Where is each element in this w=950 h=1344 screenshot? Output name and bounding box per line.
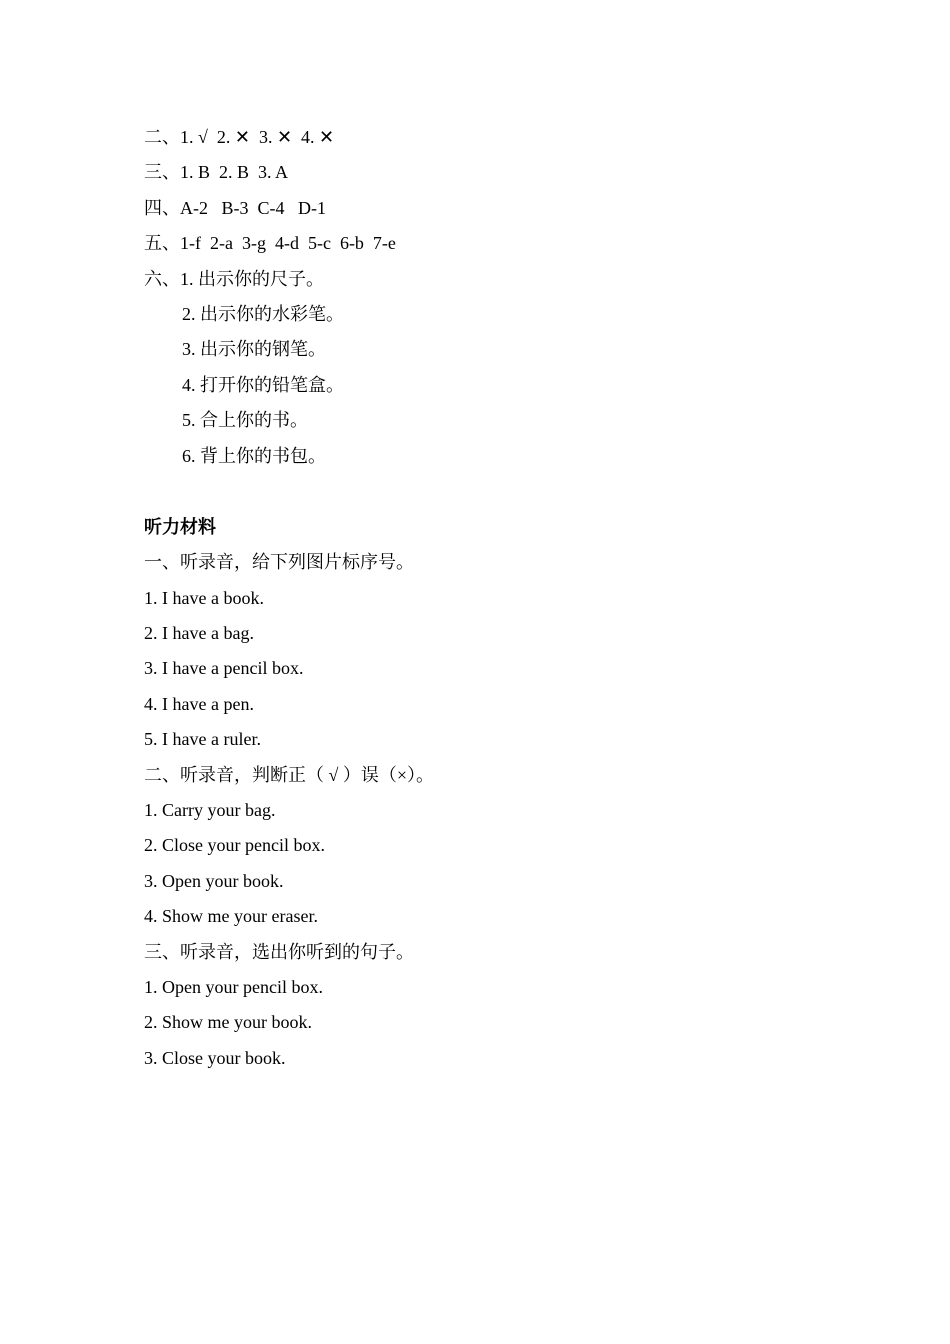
listening-line: 二、听录音，判断正（ √ ）误（×）。 [144,764,435,785]
answer-line: 4. 打开你的铅笔盒。 [182,374,344,395]
listening-section [144,510,844,1076]
answer-line: 四、A-2 B-3 C-4 D-1 [144,197,326,218]
listening-line: 2. Show me your book. [144,1012,312,1033]
listening-line: 1. I have a book. [144,587,264,608]
answer-line: 三、1. B 2. B 3. A [144,162,289,183]
answer-line: 二、1. √ 2. ✕ 3. ✕ 4. ✕ [144,127,335,147]
answer-key [144,120,844,474]
listening-line: 三、听录音，选出你听到的句子。 [144,941,414,962]
answer-line: 2. 出示你的水彩笔。 [182,303,344,324]
answer-line: 五、1-f 2-a 3-g 4-d 5-c 6-b 7-e [144,233,396,254]
answer-line: 3. 出示你的钢笔。 [182,339,326,360]
listening-line: 5. I have a ruler. [144,729,261,750]
listening-line: 1. Open your pencil box. [144,976,323,997]
section-spacer [144,474,844,510]
listening-title: 听力材料 [144,516,216,537]
listening-line: 2. Close your pencil box. [144,835,325,856]
listening-line: 2. I have a bag. [144,623,254,644]
answer-line: 5. 合上你的书。 [182,410,308,431]
listening-line: 一、听录音，给下列图片标序号。 [144,552,414,573]
listening-line: 1. Carry your bag. [144,800,276,821]
listening-line: 4. I have a pen. [144,693,254,714]
answer-line: 六、1. 出示你的尺子。 [144,268,324,289]
listening-line: 3. Close your book. [144,1047,286,1068]
listening-line: 3. I have a pencil box. [144,658,304,679]
answer-line: 6. 背上你的书包。 [182,445,326,466]
document-content [144,120,844,1076]
listening-line: 4. Show me your eraser. [144,906,318,927]
listening-line: 3. Open your book. [144,870,284,891]
